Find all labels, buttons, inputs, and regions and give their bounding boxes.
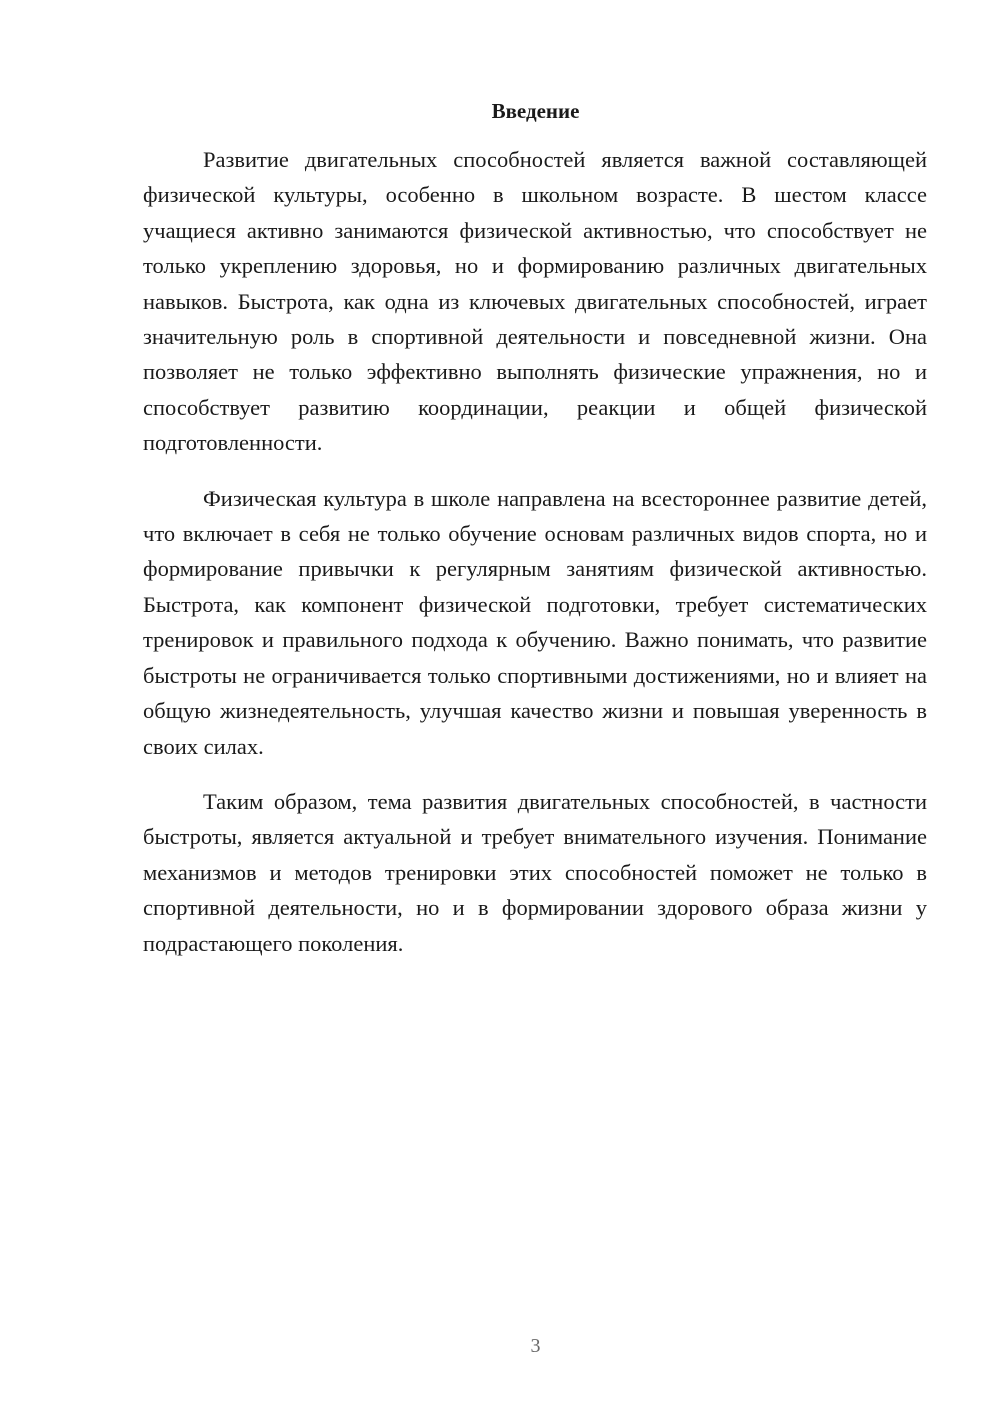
page-number: 3 (530, 1335, 541, 1357)
paragraph-3: Таким образом, тема развития двигательных способностей, в частности быстроты, является актуальной и требует внимательного изучения. Понимание механизмов и методов тренировки этих способностей поможет не только в спортивной деятельности, но и в формировании здорового образа жизни у подрастающего поколения. (143, 788, 927, 956)
section-heading: Введение (491, 99, 580, 123)
paragraph-2: Физическая культура в школе направлена на всестороннее развитие детей, что включает в себя не только обучение основам различных видов спорта, но и формирование привычки к регулярным занятиям физической активностью. Быстрота, как компонент физической подготовки, требует систематических тренировок и правильного подхода к обучению. Важно понимать, что развитие быстроты не ограничивается только спортивными достижениями, но и влияет на общую жизнедеятельность, улучшая качество жизни и повышая уверенность в своих силах. (143, 485, 927, 759)
paragraph-1: Развитие двигательных способностей является важной составляющей физической культуры, особенно в школьном возрасте. В шестом классе учащиеся активно занимаются физической активностью, что способствует не только укреплению здоровья, но и формированию различных двигательных навыков. Быстрота, как одна из ключевых двигательных способностей, играет значительную роль в спортивной деятельности и повседневной жизни. Она позволяет не только эффективно выполнять физические упражнения, но и способствует развитию координации, реакции и общей физической подготовленности. (143, 147, 927, 456)
body-text (143, 142, 927, 961)
